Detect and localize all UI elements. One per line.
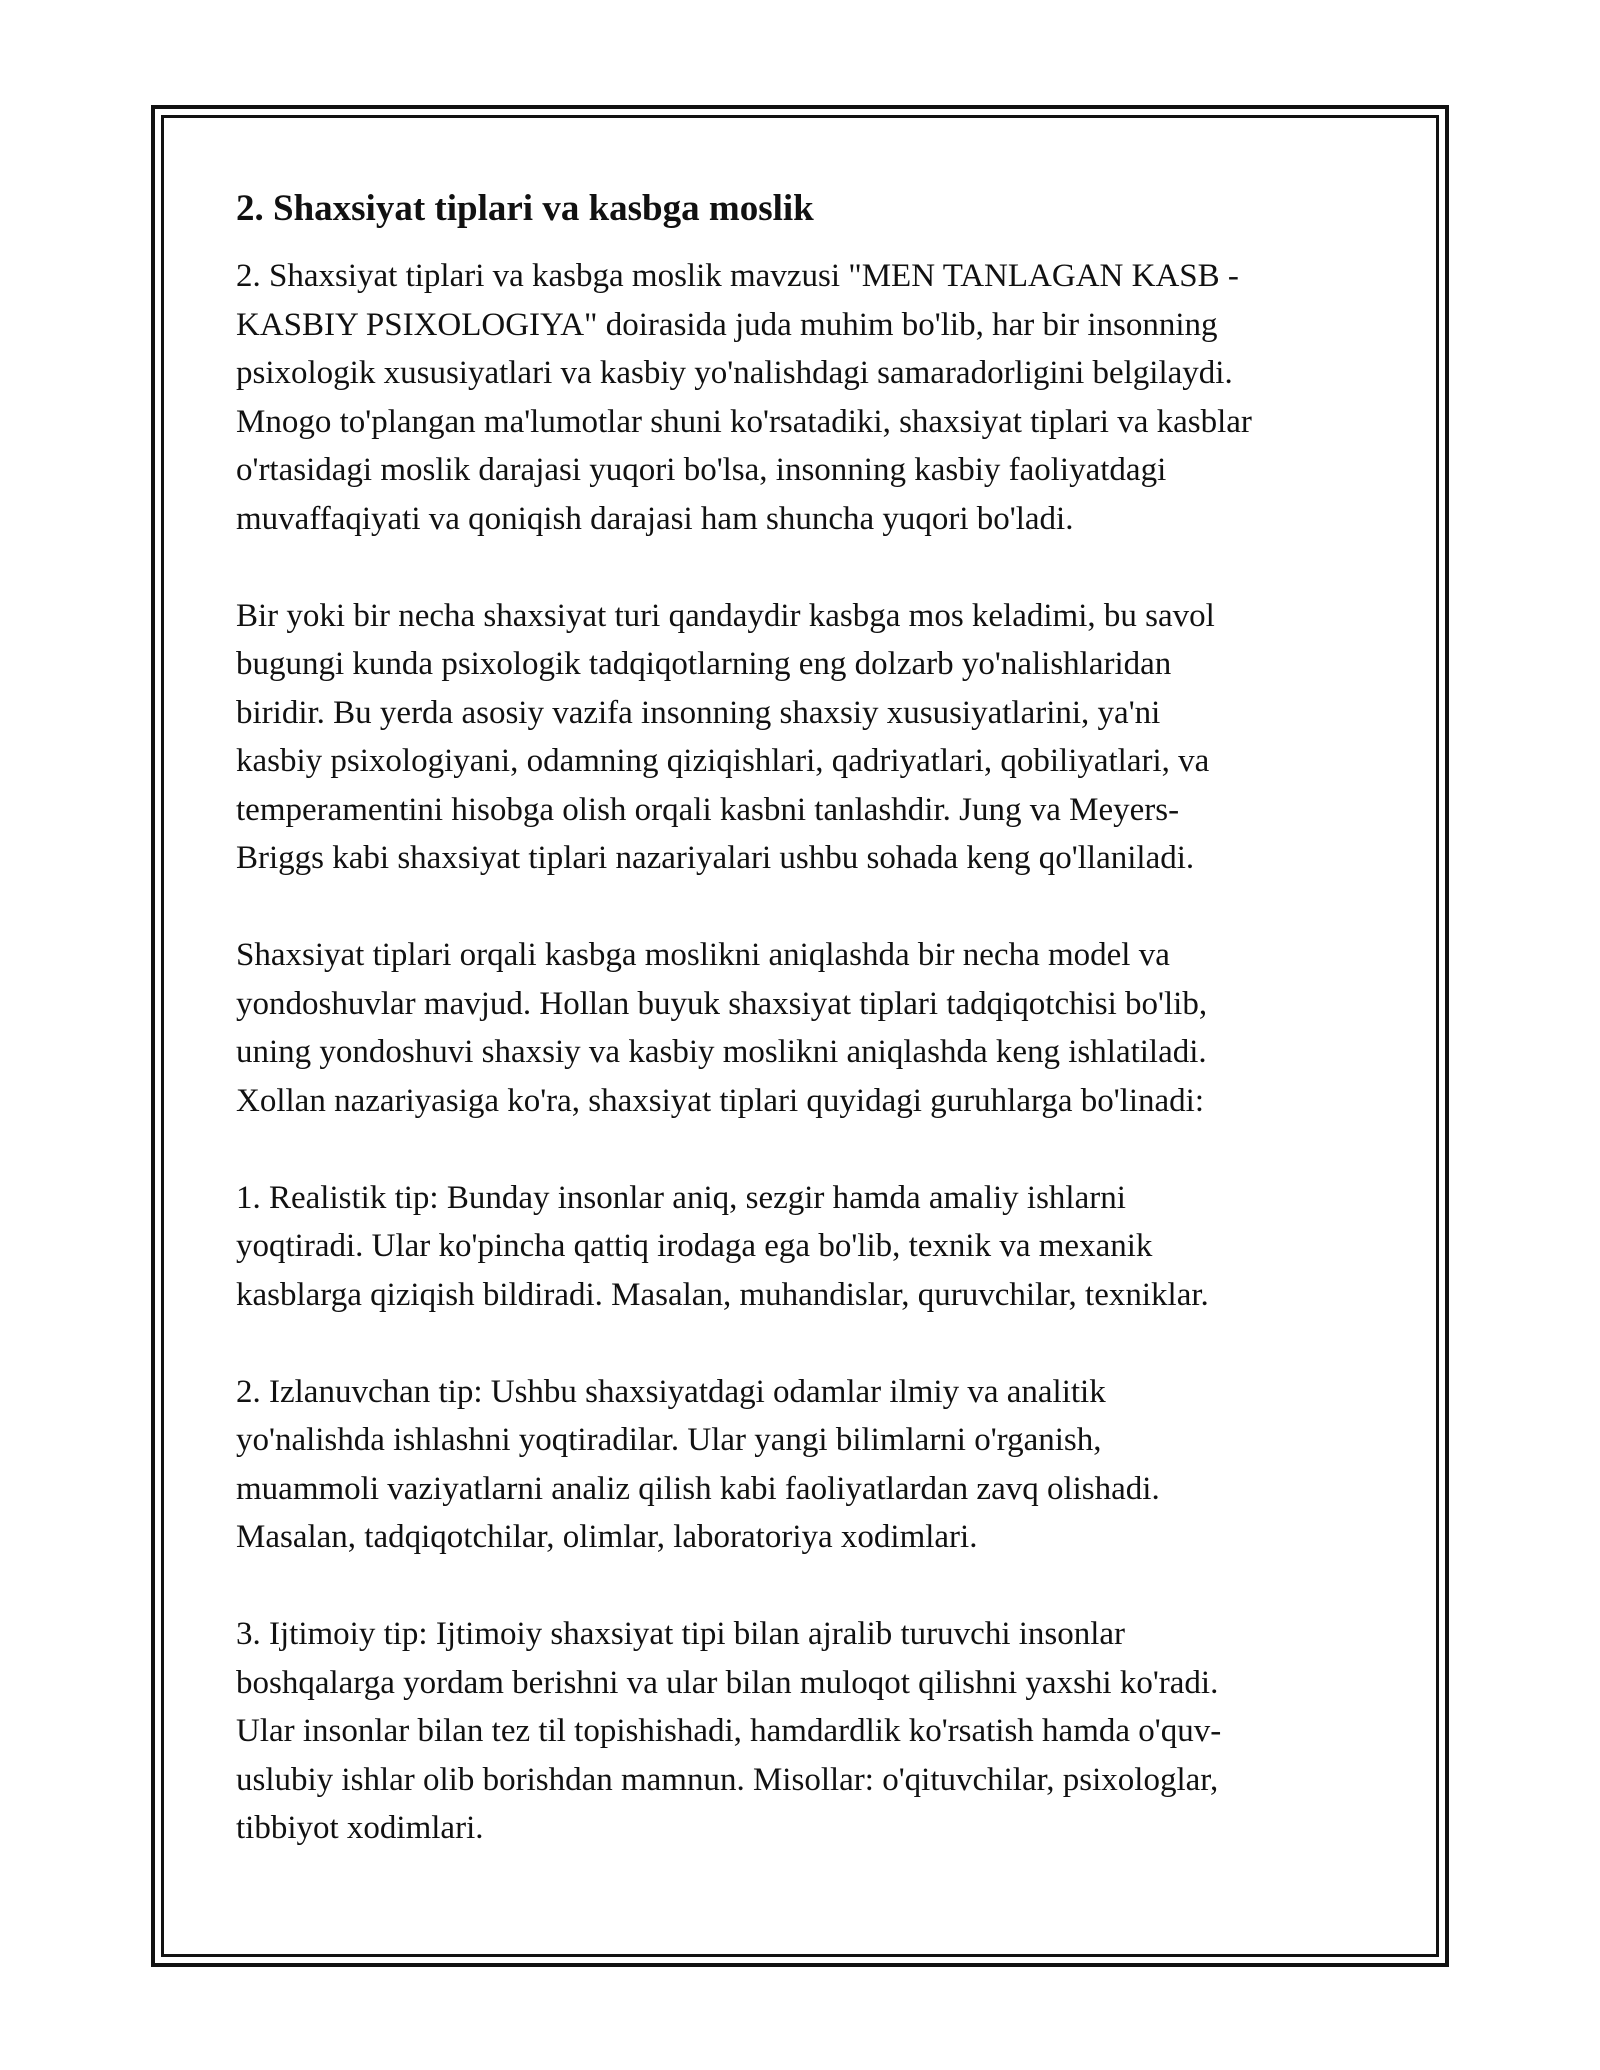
document-body [236,186,1386,1901]
section-heading: 2. Shaxsiyat tiplari va kasbga moslik [236,188,814,229]
list-item-investigative: 2. Izlanuvchan tip: Ushbu shaxsiyatdagi odamlar ilmiy va analitik yo'nalishda ishlashni yoqtiradilar. Ular yangi bilimlarni o'rganish, muammoli vaziyatlarni analiz qilish kabi faoliyatlardan zavq olishadi. Masalan, tadqiqotchilar, olimlar, laboratoriya xodimlari. [236,1373,1160,1555]
paragraph-holland-model: Shaxsiyat tiplari orqali kasbga moslikni aniqlashda bir necha model va yondoshuvlar mavjud. Hollan buyuk shaxsiyat tiplari tadqiqotchisi bo'lib, uning yondoshuvi shaxsiy va kasbiy moslikni aniqlashda keng ishlatiladi. Xollan nazariyasiga ko'ra, shaxsiyat tiplari quyidagi guruhlarga bo'linadi: [236,937,1208,1119]
list-item-social: 3. Ijtimoiy tip: Ijtimoiy shaxsiyat tipi bilan ajralib turuvchi insonlar boshqalarga yordam berishni va ular bilan muloqot qilishni yaxshi ko'radi. Ular insonlar bilan tez til topishishadi, hamdardlik ko'rsatish hamda o'quv- uslubiy ishlar olib borishdan mamnun. Misollar: o'qituvchilar, psixologlar, tibbiyot xodimlari. [236,1616,1222,1846]
paragraph-personality-fit: Bir yoki bir necha shaxsiyat turi qandaydir kasbga mos keladimi, bu savol bugungi kunda psixologik tadqiqotlarning eng dolzarb yo'nalishlaridan biridir. Bu yerda asosiy vazifa insonning shaxsiy xususiyatlarini, ya'ni kasbiy psixologiyani, odamning qiziqishlari, qadriyatlari, qobiliyatlari, va temperamentini hisobga olish orqali kasbni tanlashdir. Jung va Meyers- Briggs kabi shaxsiyat tiplari nazariyalari ushbu sohada keng qo'llaniladi. [236,597,1215,876]
list-item-realistic: 1. Realistik tip: Bunday insonlar aniq, sezgir hamda amaliy ishlarni yoqtiradi. Ular ko'pincha qattiq irodaga ega bo'lib, texnik va mexanik kasblarga qiziqish bildiradi. Masalan, muhandislar, quruvchilar, texniklar. [236,1179,1209,1313]
paragraph-intro: 2. Shaxsiyat tiplari va kasbga moslik mavzusi "MEN TANLAGAN KASB - KASBIY PSIXOLOGIYA" doirasida juda muhim bo'lib, har bir insonning psixologik xususiyatlari va kasbiy yo'nalishdagi samaradorligini belgilaydi. Mnogo to'plangan ma'lumotlar shuni ko'rsatadiki, shaxsiyat tiplari va kasblar o'rtasidagi moslik darajasi yuqori bo'lsa, insonning kasbiy faoliyatdagi muvaffaqiyati va qoniqish darajasi ham shuncha yuqori bo'ladi. [236,258,1252,537]
